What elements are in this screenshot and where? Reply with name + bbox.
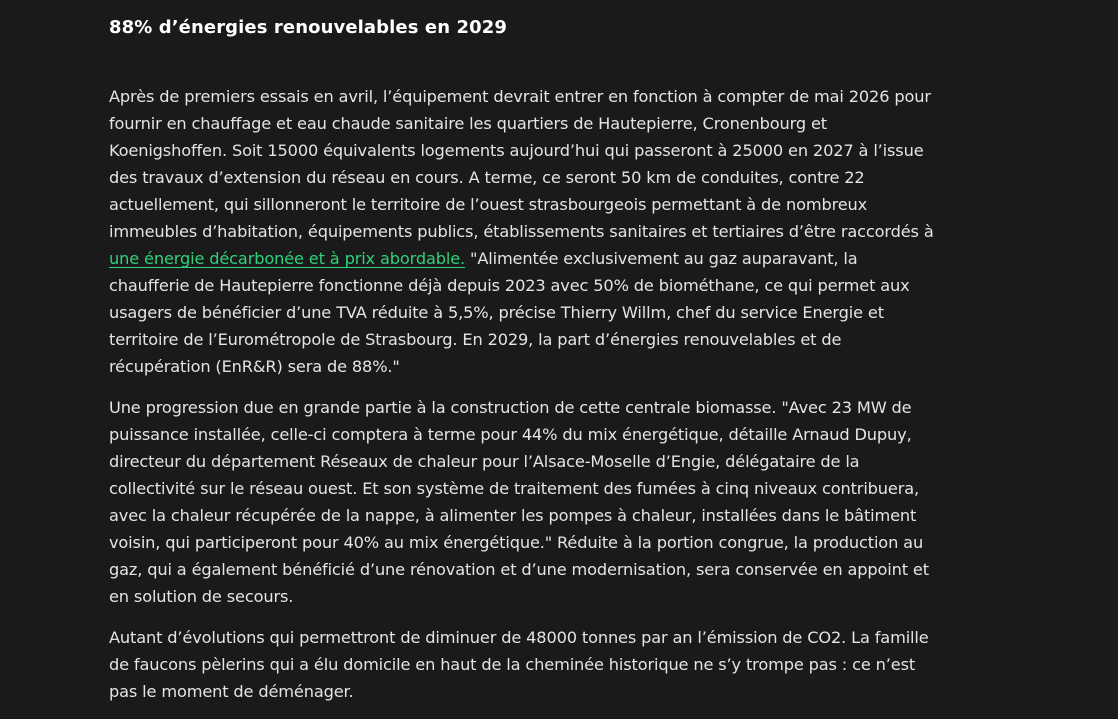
paragraph-line: actuellement, qui sillonneront le territoire de l’ouest strasbourgeois permettant à de nombreux (109, 195, 868, 214)
paragraph-line: récupération (EnR&R) sera de 88%." (109, 357, 400, 376)
decarbonized-energy-link[interactable]: une énergie décarbonée et à prix abordable. (109, 249, 466, 268)
paragraph-line: immeubles d’habitation, équipements publics, établissements sanitaires et tertiaires d’être raccordés à (109, 222, 934, 241)
paragraph-line: Une progression due en grande partie à la construction de cette centrale biomasse. "Avec 23 MW de (109, 398, 912, 417)
paragraph-line (109, 245, 1009, 272)
section-heading: 88% d’énergies renouvelables en 2029 (109, 17, 507, 38)
paragraph-line: directeur du département Réseaux de chaleur pour l’Alsace-Moselle d’Engie, délégataire de la (109, 452, 860, 471)
paragraph-line: des travaux d’extension du réseau en cours. A terme, ce seront 50 km de conduites, contre 22 (109, 168, 865, 187)
paragraph-line: gaz, qui a également bénéficié d’une rénovation et d’une modernisation, sera conservée en appoint et (109, 560, 929, 579)
paragraph-line: Après de premiers essais en avril, l’équipement devrait entrer en fonction à compter de mai 2026 pour (109, 87, 931, 106)
paragraph-line: voisin, qui participeront pour 40% au mix énergétique." Réduite à la portion congrue, la production au (109, 533, 924, 552)
paragraph-line: usagers de bénéficier d’une TVA réduite à 5,5%, précise Thierry Willm, chef du service Energie et (109, 303, 884, 322)
paragraph-line: Autant d’évolutions qui permettront de diminuer de 48000 tonnes par an l’émission de CO2. La famille (109, 628, 929, 647)
article-body (109, 14, 1009, 719)
paragraph-line: fournir en chauffage et eau chaude sanitaire les quartiers de Hautepierre, Cronenbourg et (109, 114, 827, 133)
paragraph-line: territoire de l’Eurométropole de Strasbourg. En 2029, la part d’énergies renouvelables et de (109, 330, 842, 349)
paragraph-line: Koenigshoffen. Soit 15000 équivalents logements aujourd’hui qui passeront à 25000 en 2027 à l’issue (109, 141, 924, 160)
paragraph-text: "Alimentée exclusivement au gaz auparavant, la (465, 249, 858, 268)
paragraph-3 (109, 624, 1009, 705)
paragraph-line: chaufferie de Hautepierre fonctionne déjà depuis 2023 avec 50% de biométhane, ce qui permet aux (109, 276, 910, 295)
paragraph-line: pas le moment de déménager. (109, 682, 354, 701)
paragraph-line: avec la chaleur récupérée de la nappe, à alimenter les pompes à chaleur, installées dans le bâtiment (109, 506, 917, 525)
paragraph-1 (109, 83, 1009, 380)
paragraph-2 (109, 394, 1009, 610)
paragraph-line: en solution de secours. (109, 587, 294, 606)
paragraph-line: collectivité sur le réseau ouest. Et son système de traitement des fumées à cinq niveaux contribuera, (109, 479, 919, 498)
paragraph-line: puissance installée, celle-ci comptera à terme pour 44% du mix énergétique, détaille Arnaud Dupuy, (109, 425, 912, 444)
paragraph-line: de faucons pèlerins qui a élu domicile en haut de la cheminée historique ne s’y trompe pas : ce n’est (109, 655, 916, 674)
